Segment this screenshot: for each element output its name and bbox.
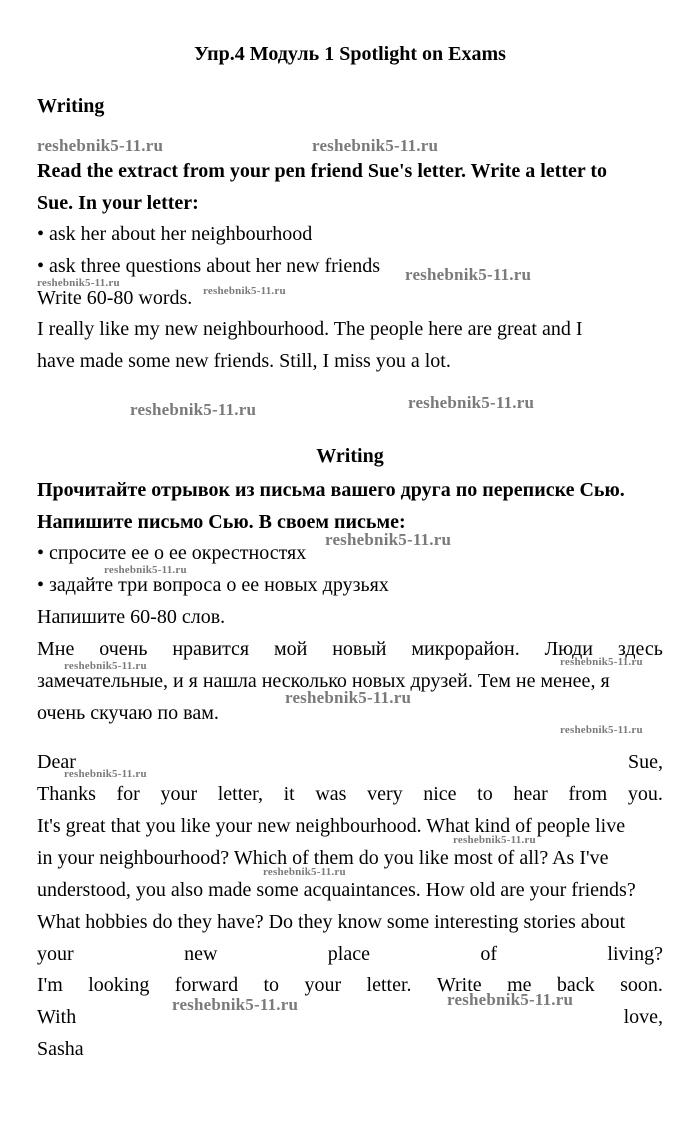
english-task-line-2: Sue. In your letter: — [37, 192, 199, 214]
watermark: reshebnik5-11.ru — [263, 866, 346, 878]
word: здесь — [617, 638, 663, 660]
word: to — [477, 783, 493, 805]
english-task-line-1: Read the extract from your pen friend Sue's letter. Write a letter to — [37, 160, 608, 182]
russian-word-count: Напишите 60-80 слов. — [37, 606, 226, 628]
word: your — [160, 783, 198, 805]
letter-line-2: It's great that you like your new neighbourhood. What kind of people live — [37, 815, 626, 837]
letter-signature: Sasha — [37, 1038, 84, 1060]
russian-heading: Writing — [316, 445, 384, 467]
english-bullet-1: • ask her about her neighbourhood — [37, 223, 313, 245]
russian-task-line-2: Напишите письмо Сью. В своем письме: — [37, 511, 406, 533]
word: love, — [623, 1006, 663, 1028]
word: hear — [513, 783, 548, 805]
word: soon. — [620, 974, 663, 996]
word: very — [367, 783, 403, 805]
watermark: reshebnik5-11.ru — [130, 400, 257, 419]
word: new — [184, 943, 218, 965]
watermark: reshebnik5-11.ru — [408, 393, 535, 412]
english-heading: Writing — [37, 95, 105, 117]
word: looking — [88, 974, 150, 996]
watermark: reshebnik5-11.ru — [64, 768, 147, 780]
word: нравится — [172, 638, 250, 660]
word: to — [263, 974, 280, 996]
watermark: reshebnik5-11.ru — [37, 277, 120, 289]
word: Thanks — [37, 783, 96, 805]
russian-bullet-1: • спросите ее о ее окрестностях — [37, 542, 307, 564]
word: your — [304, 974, 342, 996]
word: was — [315, 783, 347, 805]
word: living? — [607, 943, 663, 965]
word: from — [568, 783, 608, 805]
word: Dear — [37, 751, 76, 773]
watermark: reshebnik5-11.ru — [325, 530, 452, 549]
russian-task-line-1: Прочитайте отрывок из письма вашего друга по переписке Сью. — [37, 479, 625, 501]
watermark: reshebnik5-11.ru — [405, 265, 532, 284]
word: микрорайон. — [411, 638, 520, 660]
russian-extract-line-2: замечательные, и я нашла несколько новых друзей. Тем не менее, я — [37, 670, 610, 692]
watermark: reshebnik5-11.ru — [104, 564, 187, 576]
word: you. — [627, 783, 663, 805]
word: forward — [174, 974, 239, 996]
watermark: reshebnik5-11.ru — [312, 136, 439, 155]
word: place — [327, 943, 370, 965]
word: for — [116, 783, 140, 805]
letter-line-4: understood, you also made some acquaintances. How old are your friends? — [37, 879, 636, 901]
word: новый — [332, 638, 387, 660]
word: me — [507, 974, 532, 996]
word: back — [556, 974, 595, 996]
watermark: reshebnik5-11.ru — [37, 136, 164, 155]
english-bullet-2: • ask three questions about her new friends — [37, 255, 381, 277]
english-word-count: Write 60-80 words. — [37, 287, 193, 309]
watermark: reshebnik5-11.ru — [560, 724, 643, 736]
page-title: Упр.4 Модуль 1 Spotlight on Exams — [194, 43, 506, 65]
word: nice — [423, 783, 457, 805]
watermark: reshebnik5-11.ru — [203, 285, 286, 297]
watermark: reshebnik5-11.ru — [64, 660, 147, 672]
word: Sue, — [628, 751, 663, 773]
word: Write — [436, 974, 482, 996]
word: очень — [99, 638, 148, 660]
word: With — [37, 1006, 77, 1028]
watermark: reshebnik5-11.ru — [560, 656, 643, 668]
english-extract-line-1: I really like my new neighbourhood. The people here are great and I — [37, 318, 583, 340]
watermark: reshebnik5-11.ru — [285, 688, 412, 707]
word: of — [480, 943, 498, 965]
letter-line-6 — [37, 942, 663, 966]
letter-line-3: in your neighbourhood? Which of them do you like most of all? As I've — [37, 847, 609, 869]
word: your — [37, 943, 74, 965]
russian-extract-line-3: очень скучаю по вам. — [37, 702, 219, 724]
russian-bullet-2: • задайте три вопроса о ее новых друзьях — [37, 574, 389, 596]
letter-line-5: What hobbies do they have? Do they know some interesting stories about — [37, 911, 626, 933]
letter-line-1 — [37, 782, 663, 806]
watermark: reshebnik5-11.ru — [172, 995, 299, 1014]
word: letter. — [366, 974, 412, 996]
watermark: reshebnik5-11.ru — [453, 834, 536, 846]
watermark: reshebnik5-11.ru — [447, 990, 574, 1009]
english-extract-line-2: have made some new friends. Still, I miss you a lot. — [37, 350, 451, 372]
word: Мне — [37, 638, 75, 660]
word: letter, — [217, 783, 264, 805]
word: Люди — [544, 638, 593, 660]
word: мой — [274, 638, 308, 660]
word: it — [283, 783, 295, 805]
word: I'm — [37, 974, 63, 996]
